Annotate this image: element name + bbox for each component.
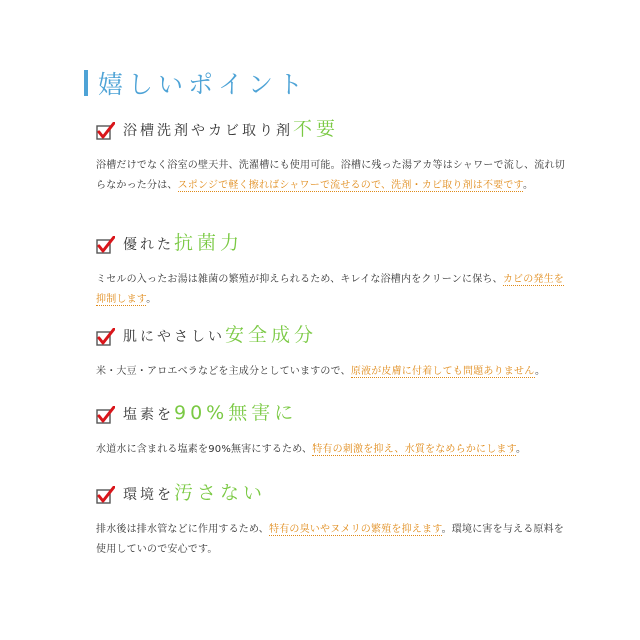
- page-title: [84, 64, 308, 102]
- checked-box-icon: [96, 236, 115, 255]
- heading-label: 環境を: [123, 487, 174, 503]
- checked-box-icon: [96, 122, 115, 141]
- description-highlight: 原液が皮膚に付着しても問題ありません: [350, 366, 536, 377]
- description-highlight: スポンジで軽く擦ればシャワーで流せるので、洗剤・カビ取り剤は不要です: [177, 180, 523, 191]
- description-text-end: 。: [516, 444, 527, 455]
- description-text-end: 。: [535, 366, 546, 377]
- heading-label: 優れた: [123, 237, 174, 253]
- point-section-4: [96, 398, 566, 460]
- section-description: [96, 362, 566, 382]
- description-text-end: 。: [522, 180, 534, 191]
- section-heading: [96, 478, 566, 506]
- section-description: [96, 520, 566, 560]
- description-text: 浴槽だけでなく浴室の壁天井、洗濯槽にも使用可能。浴槽に残った湯アカ等はシャワーで流し、流れ切らなかった分は、: [96, 160, 565, 191]
- section-heading: [96, 114, 566, 142]
- description-text: 排水後は排水管などに作用するため、: [96, 524, 269, 535]
- checked-box-icon: [96, 486, 115, 505]
- heading-accent-label: 90%無害に: [174, 402, 298, 424]
- section-description: [96, 156, 566, 196]
- section-heading: [96, 228, 566, 256]
- description-text: ミセルの入ったお湯は雑菌の繁殖が抑えられるため、キレイな浴槽内をクリーンに保ち、: [96, 274, 503, 285]
- description-highlight: 特有の刺激を抑え、水質をなめらかにします: [312, 444, 517, 455]
- heading-label: 浴槽洗剤やカビ取り剤: [123, 123, 293, 139]
- description-text-end: 。環境に害を与える原料を使用していので安心です。: [96, 524, 565, 555]
- point-section-5: [96, 478, 566, 560]
- heading-accent-label: 汚さない: [174, 482, 267, 504]
- section-heading: [96, 398, 566, 426]
- section-description: [96, 440, 566, 460]
- point-section-3: [96, 320, 566, 382]
- heading-label: 肌にやさしい: [123, 329, 225, 345]
- section-description: [96, 270, 566, 310]
- title-accent-bar: [84, 70, 88, 96]
- page-title-text: 嬉しいポイント: [98, 70, 309, 99]
- description-text-end: 。: [146, 294, 157, 305]
- point-section-1: [96, 114, 566, 196]
- heading-label: 塩素を: [123, 407, 174, 423]
- description-highlight: カビの発生を抑制します: [96, 274, 565, 305]
- checked-box-icon: [96, 406, 115, 425]
- heading-accent-label: 安全成分: [225, 324, 318, 346]
- description-text: 水道水に含まれる塩素を90%無害にするため、: [96, 444, 313, 455]
- description-highlight: 特有の臭いやヌメリの繁殖を抑えます: [269, 524, 442, 535]
- description-text: 米・大豆・アロエベラなどを主成分としていますので、: [96, 366, 351, 377]
- section-heading: [96, 320, 566, 348]
- point-section-2: [96, 228, 566, 310]
- heading-accent-label: 抗菌力: [174, 232, 244, 254]
- heading-accent-label: 不要: [293, 118, 340, 140]
- checked-box-icon: [96, 328, 115, 347]
